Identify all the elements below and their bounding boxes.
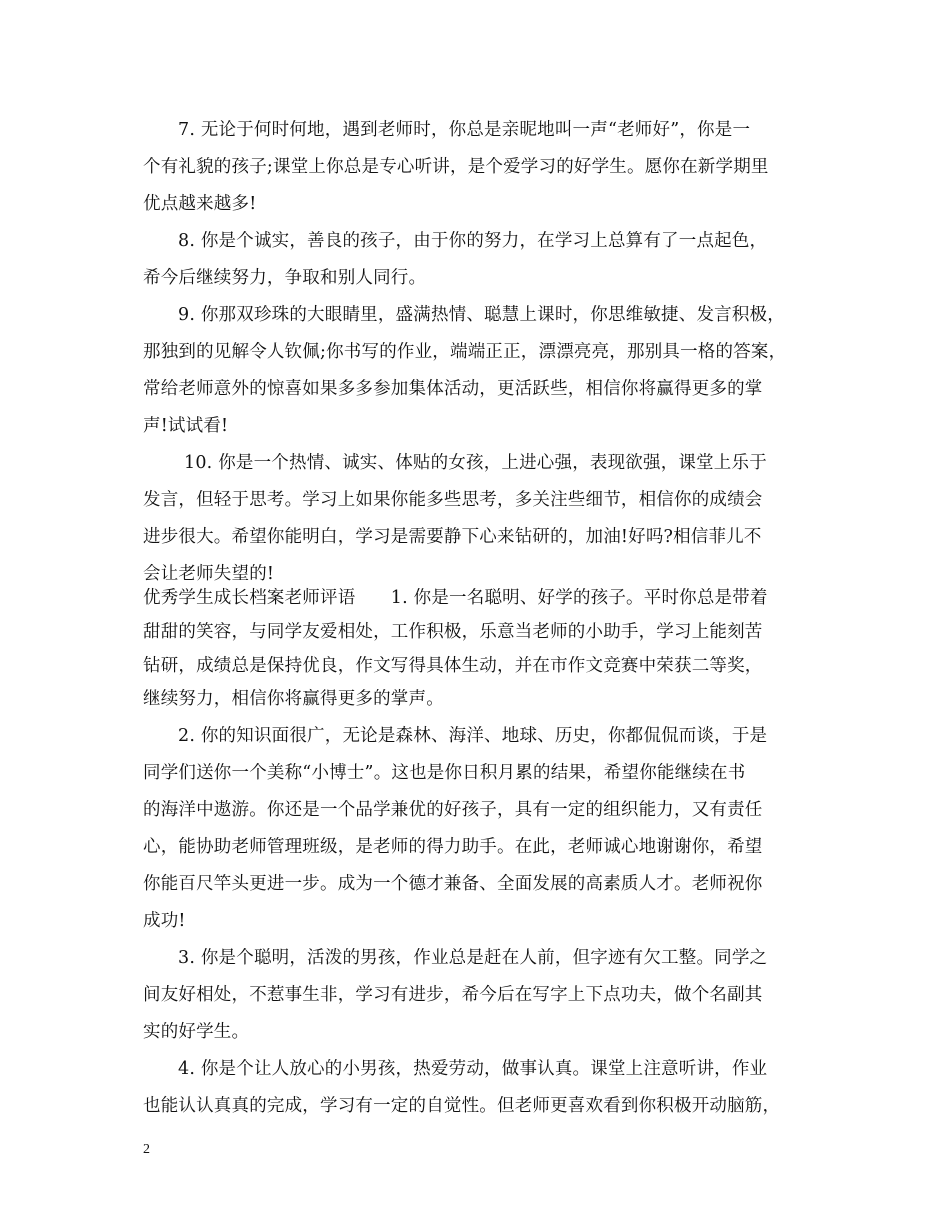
text-line: 也能认认真真的完成，学习有一定的自觉性。但老师更喜欢看到你积极开动脑筋， <box>143 1096 781 1116</box>
text-line: 的海洋中遨游。你还是一个品学兼优的好孩子，具有一定的组织能力，又有责任 <box>143 800 763 820</box>
text-line: 3. 你是个聪明，活泼的男孩，作业总是赶在人前，但字迹有欠工整。同学之 <box>178 948 768 968</box>
text-line: 优秀学生成长档案老师评语 1. 你是一名聪明、好学的孩子。平时你总是带着 <box>143 588 768 608</box>
page-number: 2 <box>143 1142 150 1157</box>
text-line: 2. 你的知识面很广，无论是森林、海洋、地球、历史，你都侃侃而谈，于是 <box>178 726 768 746</box>
text-line: 10. 你是一个热情、诚实、体贴的女孩，上进心强，表现欲强，课堂上乐于 <box>184 453 767 473</box>
text-line: 常给老师意外的惊喜如果多多参加集体活动，更活跃些，相信你将赢得更多的掌 <box>143 379 763 399</box>
text-line: 8. 你是个诚实，善良的孩子，由于你的努力，在学习上总算有了一点起色， <box>178 231 768 251</box>
text-line: 心，能协助老师管理班级，是老师的得力助手。在此，老师诚心地谢谢你，希望 <box>143 837 763 857</box>
text-line: 继续努力，相信你将赢得更多的掌声。 <box>143 689 444 709</box>
text-line: 钻研，成绩总是保持优良，作文写得具体生动，并在市作文竞赛中荣获二等奖， <box>143 656 763 676</box>
text-line: 间友好相处，不惹事生非，学习有进步，希今后在写字上下点功夫，做个名副其 <box>143 985 763 1005</box>
text-line: 希今后继续努力，争取和别人同行。 <box>143 268 427 288</box>
text-line: 会让老师失望的! <box>143 564 275 584</box>
text-line: 成功! <box>143 911 186 931</box>
text-line: 同学们送你一个美称“小博士”。这也是你日积月累的结果，希望你能继续在书 <box>143 763 746 783</box>
text-line: 7. 无论于何时何地，遇到老师时，你总是亲昵地叫一声“老师好”，你是一 <box>178 120 751 140</box>
text-line: 那独到的见解令人钦佩;你书写的作业，端端正正，漂漂亮亮，那别具一格的答案， <box>143 342 787 362</box>
text-line: 你能百尺竿头更进一步。成为一个德才兼备、全面发展的高素质人才。老师祝你 <box>143 874 763 894</box>
text-line: 4. 你是个让人放心的小男孩，热爱劳动，做事认真。课堂上注意听讲，作业 <box>178 1059 768 1079</box>
text-line: 甜甜的笑容，与同学友爱相处，工作积极，乐意当老师的小助手，学习上能刻苦 <box>143 622 763 642</box>
text-line: 进步很大。希望你能明白，学习是需要静下心来钻研的，加油!好吗?相信菲儿不 <box>143 527 762 547</box>
text-line: 优点越来越多! <box>143 194 257 214</box>
text-line: 发言，但轻于思考。学习上如果你能多些思考，多关注些细节，相信你的成绩会 <box>143 490 763 510</box>
text-line: 实的好学生。 <box>143 1022 250 1042</box>
text-line: 9. 你那双珍珠的大眼睛里，盛满热情、聪慧上课时，你思维敏捷、发言积极， <box>178 305 785 325</box>
text-line: 个有礼貌的孩子;课堂上你总是专心听讲，是个爱学习的好学生。愿你在新学期里 <box>143 157 769 177</box>
text-line: 声!试试看! <box>143 416 229 436</box>
